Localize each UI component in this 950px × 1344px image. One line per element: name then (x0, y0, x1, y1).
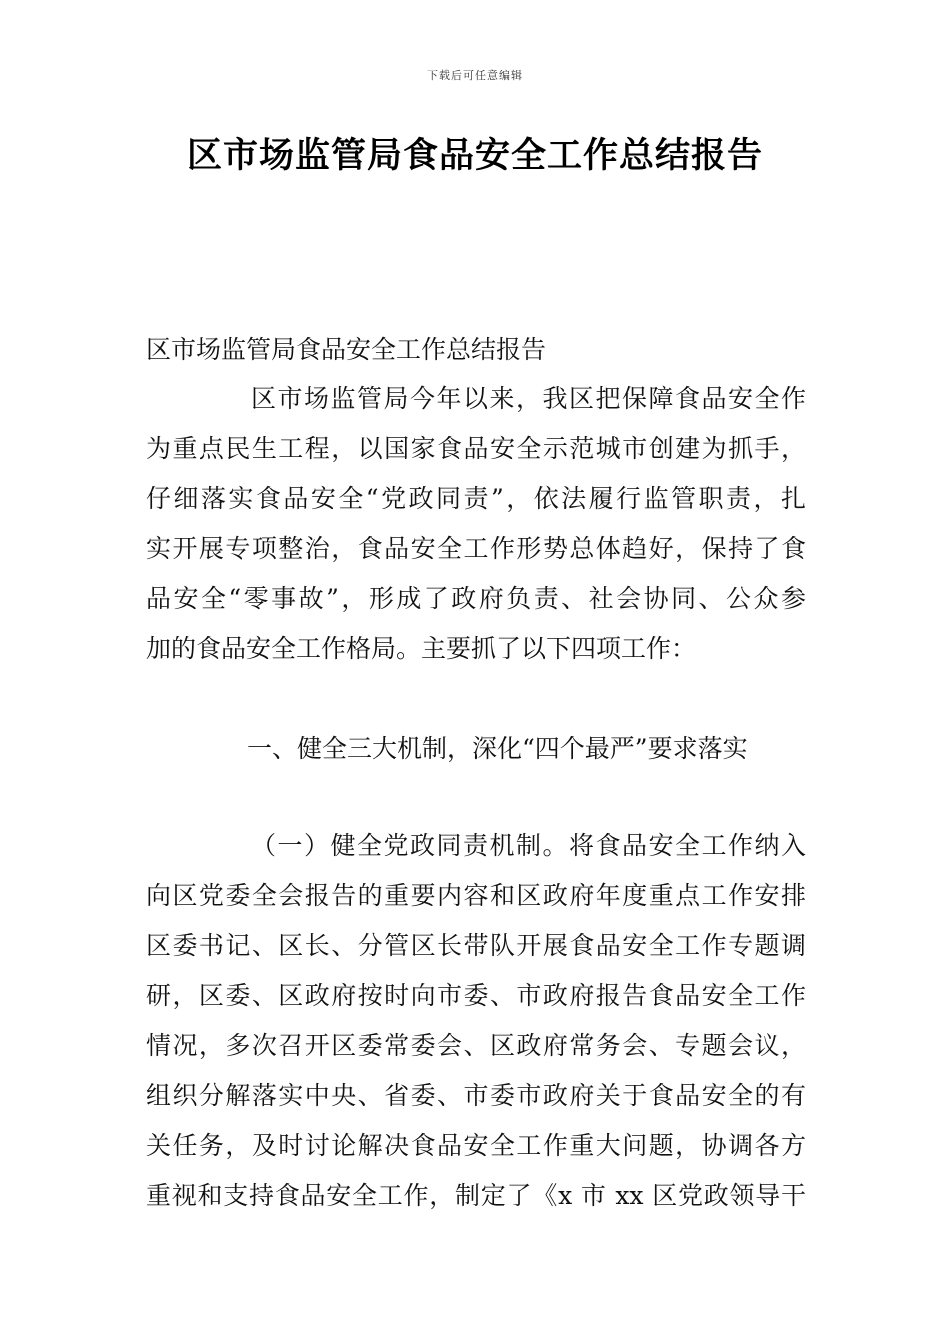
intro-line-6: 加的食品安全工作格局。主要抓了以下四项工作： (146, 634, 697, 663)
intro-line-1: 区市场监管局今年以来，我区把保障食品安全作 (251, 384, 806, 413)
subtitle-line: 区市场监管局食品安全工作总结报告 (146, 335, 547, 364)
section-para-line-3: 区委书记、区长、分管区长带队开展食品安全工作专题调 (146, 931, 806, 960)
intro-line-3: 仔细落实食品安全“党政同责”，依法履行监管职责，扎 (146, 484, 806, 513)
section-heading: 一、健全三大机制，深化“四个最严”要求落实 (247, 734, 748, 763)
document-title: 区市场监管局食品安全工作总结报告 (186, 136, 763, 176)
intro-line-5: 品安全“零事故”，形成了政府负责、社会协同、公众参 (146, 584, 806, 613)
intro-line-4: 实开展专项整治，食品安全工作形势总体趋好，保持了食 (146, 534, 806, 563)
section-para-line-6: 组织分解落实中央、省委、市委市政府关于食品安全的有 (146, 1081, 806, 1110)
section-para-line-4: 研，区委、区政府按时向市委、市政府报告食品安全工作 (146, 981, 806, 1010)
section-para-line-7: 关任务，及时讨论解决食品安全工作重大问题，协调各方 (146, 1131, 806, 1160)
intro-line-2: 为重点民生工程，以国家食品安全示范城市创建为抓手， (146, 434, 806, 463)
section-para-line-8: 重视和支持食品安全工作，制定了《x 市 xx 区党政领导干 (146, 1181, 806, 1210)
section-para-line-2: 向区党委全会报告的重要内容和区政府年度重点工作安排 (146, 881, 806, 910)
section-para-line-1: （一）健全党政同责机制。将食品安全工作纳入 (251, 831, 806, 860)
watermark-text: 下载后可任意编辑 (427, 69, 523, 82)
section-para-line-5: 情况，多次召开区委常委会、区政府常务会、专题会议， (146, 1031, 806, 1060)
